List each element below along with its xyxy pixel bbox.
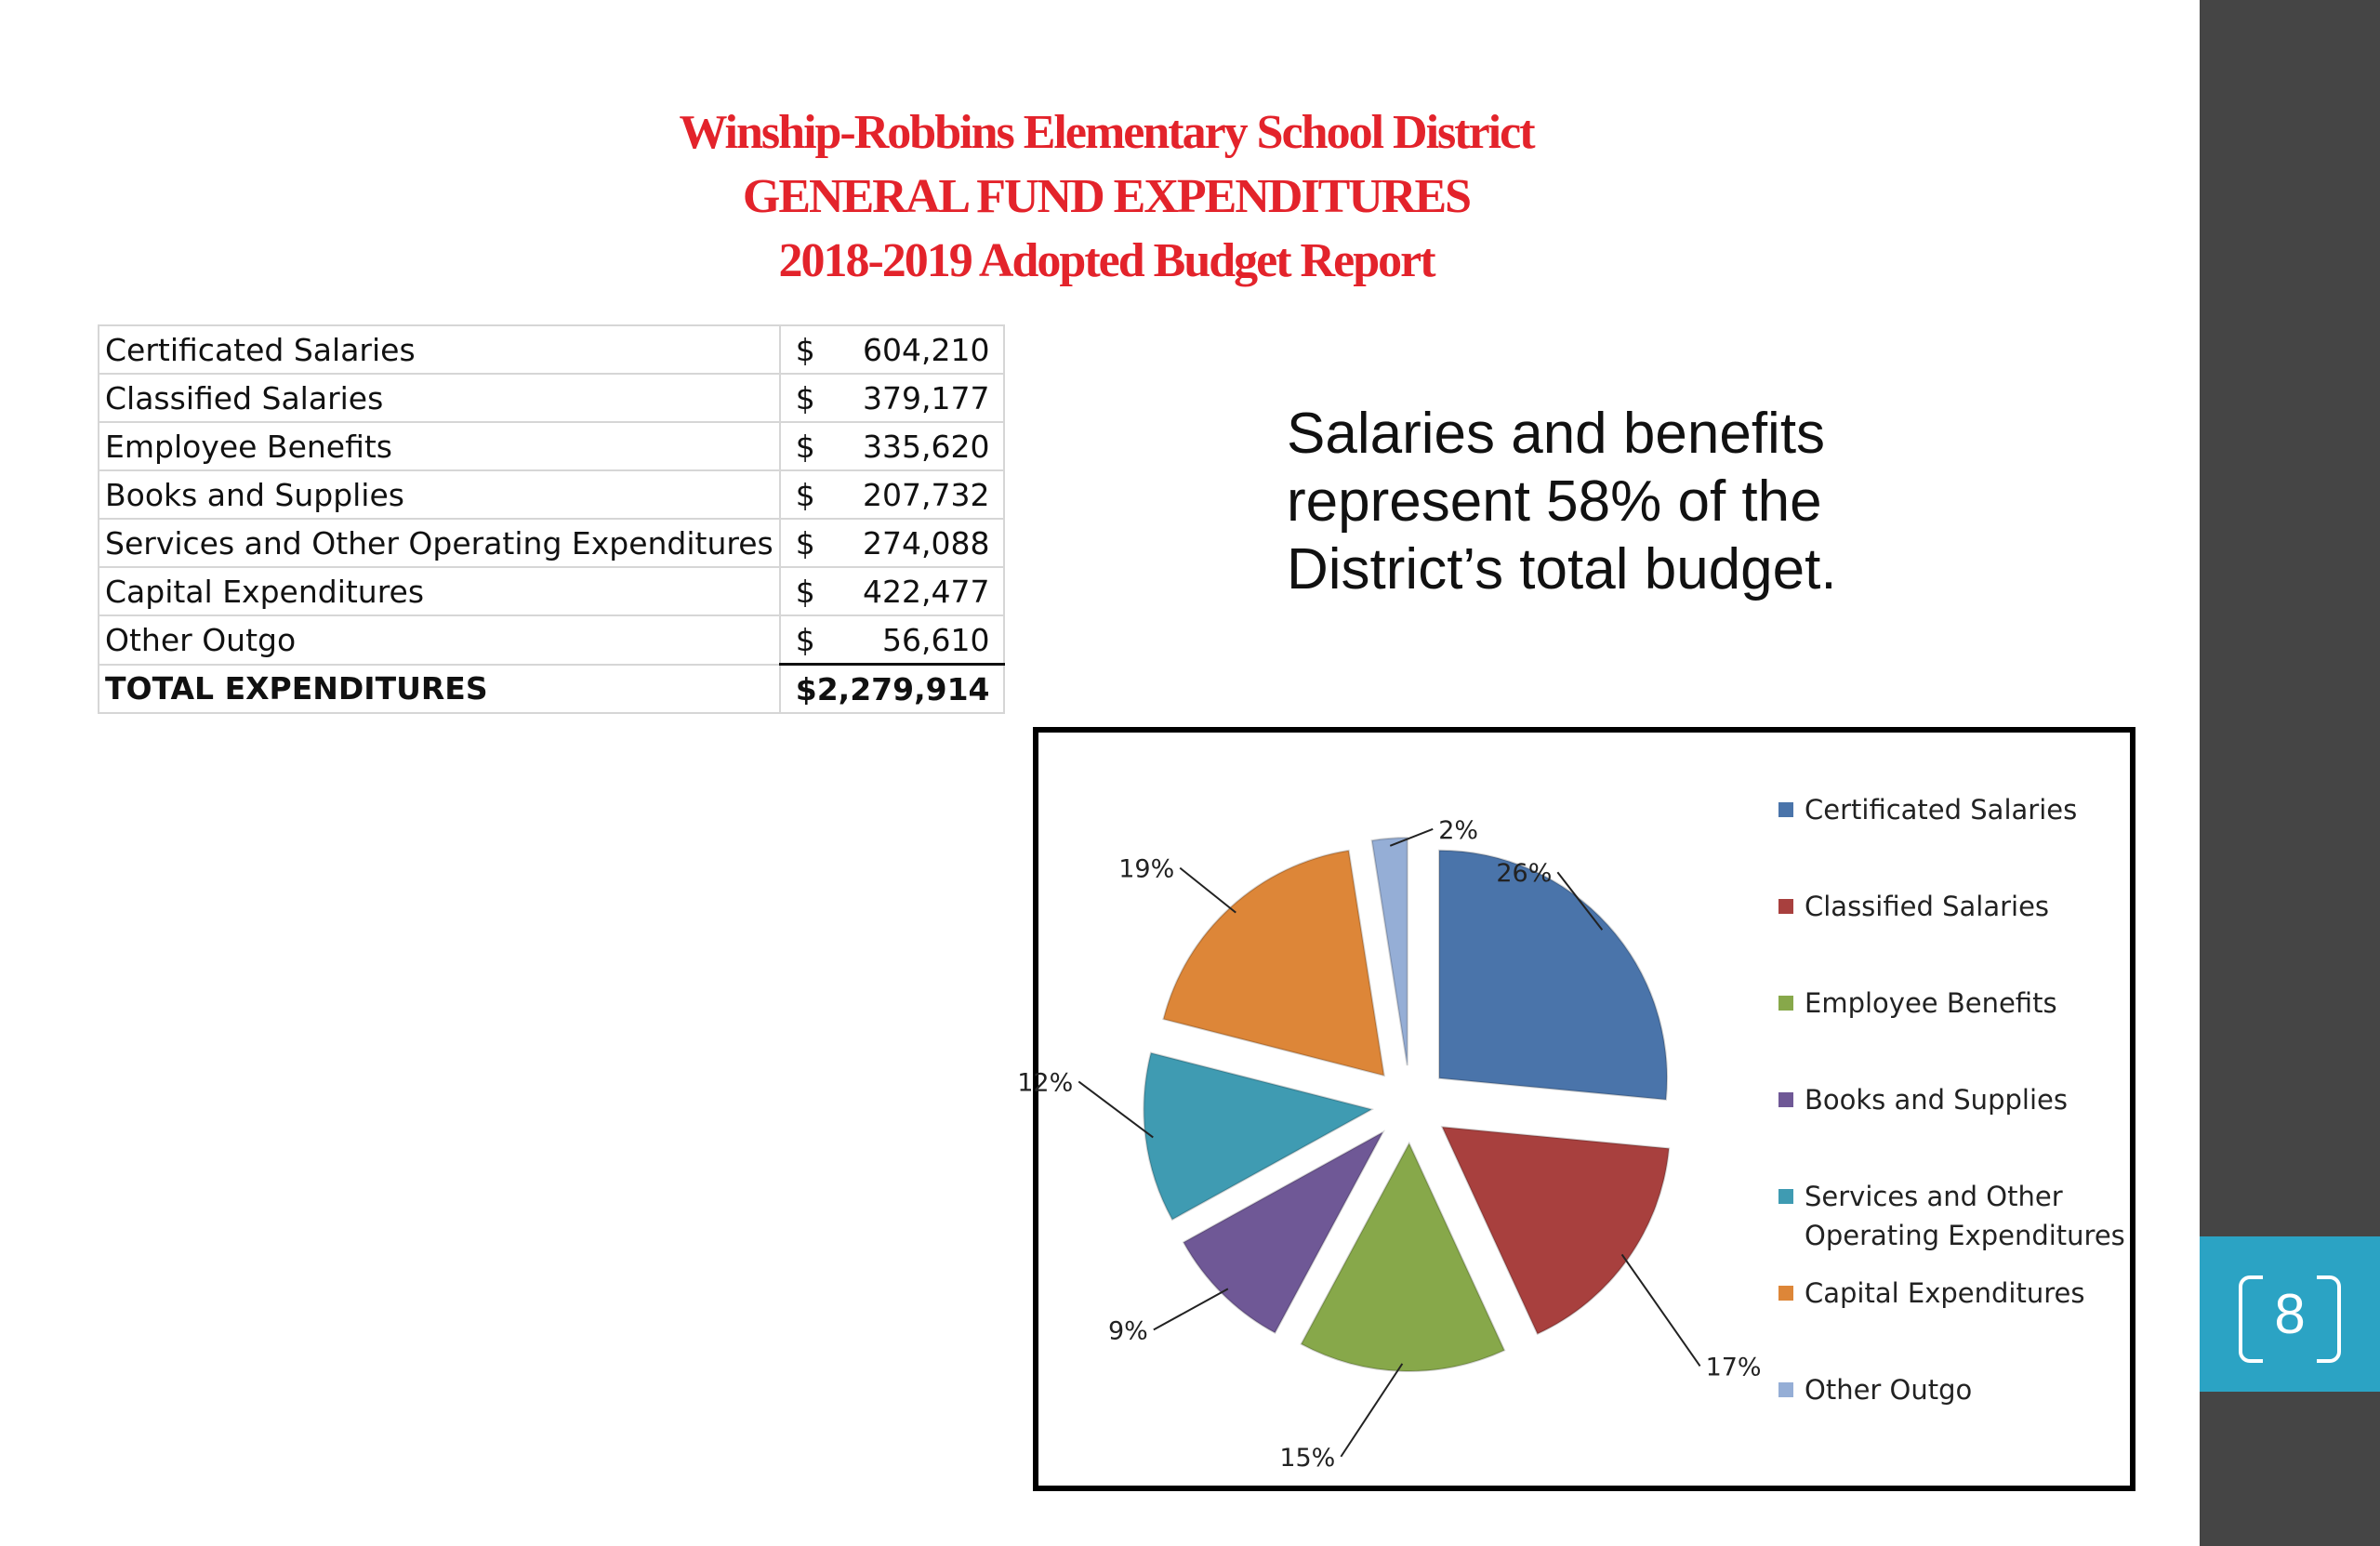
legend-swatch — [1778, 1092, 1793, 1107]
row-label: Certificated Salaries — [99, 325, 780, 374]
title-fund: GENERAL FUND EXPENDITURES — [742, 170, 1471, 223]
row-amount-cell — [780, 374, 1004, 422]
data-label: 26% — [1496, 859, 1553, 889]
currency-symbol: $ — [795, 476, 815, 513]
table-row — [99, 615, 1004, 665]
legend-item — [1778, 1177, 2132, 1255]
legend-swatch — [1778, 1286, 1793, 1301]
currency-symbol: $ — [795, 524, 815, 562]
report-title — [0, 100, 2213, 293]
legend-item — [1778, 887, 2132, 926]
total-label: TOTAL EXPENDITURES — [99, 665, 780, 714]
row-amount: 379,177 — [863, 379, 990, 416]
leader-line — [1622, 1254, 1700, 1366]
title-report: 2018-2019 Adopted Budget Report — [778, 234, 1435, 287]
currency-symbol: $ — [795, 428, 815, 465]
table-row — [99, 422, 1004, 470]
total-amount-cell — [780, 665, 1004, 714]
table-row — [99, 470, 1004, 519]
total-row — [99, 665, 1004, 714]
legend-swatch — [1778, 899, 1793, 914]
legend-item — [1778, 984, 2132, 1023]
row-label: Employee Benefits — [99, 422, 780, 470]
row-amount-cell — [780, 325, 1004, 374]
legend-label: Employee Benefits — [1805, 987, 2057, 1019]
pie-slice — [1439, 851, 1667, 1100]
legend-item — [1778, 1080, 2132, 1119]
legend-swatch — [1778, 996, 1793, 1011]
row-label: Other Outgo — [99, 615, 780, 665]
currency-symbol: $ — [795, 331, 815, 368]
row-amount-cell — [780, 567, 1004, 615]
row-amount-cell — [780, 519, 1004, 567]
legend-swatch — [1778, 802, 1793, 817]
data-label: 9% — [1108, 1316, 1148, 1346]
data-label: 15% — [1279, 1443, 1336, 1473]
leader-line — [1078, 1081, 1153, 1137]
row-amount: 335,620 — [863, 428, 990, 465]
page-number-badge — [2200, 1236, 2380, 1392]
legend-swatch — [1778, 1189, 1793, 1204]
legend-label: Services and Other Operating Expenditures — [1805, 1181, 2125, 1251]
table-row — [99, 374, 1004, 422]
legend-label: Capital Expenditures — [1805, 1277, 2085, 1309]
legend-label: Certificated Salaries — [1805, 794, 2078, 826]
row-amount: 422,477 — [863, 573, 990, 610]
currency-symbol: $ — [795, 573, 815, 610]
legend-swatch — [1778, 1382, 1793, 1397]
expenditures-table — [98, 324, 1005, 714]
table-row — [99, 519, 1004, 567]
row-amount: 604,210 — [863, 331, 990, 368]
currency-symbol: $ — [795, 379, 815, 416]
right-bracket-icon — [2317, 1275, 2341, 1363]
legend-item — [1778, 790, 2132, 829]
table-row — [99, 325, 1004, 374]
legend-item — [1778, 1274, 2132, 1313]
table-row — [99, 567, 1004, 615]
leader-line — [1154, 1288, 1228, 1329]
row-label: Books and Supplies — [99, 470, 780, 519]
leader-line — [1180, 868, 1236, 913]
row-amount-cell — [780, 615, 1004, 665]
row-label: Capital Expenditures — [99, 567, 780, 615]
leader-line — [1341, 1364, 1402, 1457]
data-label: 12% — [1017, 1068, 1074, 1098]
row-amount: 207,732 — [863, 476, 990, 513]
currency-symbol: $ — [795, 621, 815, 658]
data-label: 19% — [1118, 854, 1175, 884]
row-amount-cell — [780, 470, 1004, 519]
total-amount: $2,279,914 — [795, 670, 990, 707]
data-label: 17% — [1705, 1353, 1762, 1382]
row-label: Classified Salaries — [99, 374, 780, 422]
legend-label: Other Outgo — [1805, 1374, 1973, 1406]
row-amount-cell — [780, 422, 1004, 470]
pie-chart-frame — [1017, 727, 2135, 1491]
pie-slice — [1163, 851, 1383, 1076]
salaries-callout: Salaries and benefits represent 58% of the District’s total budget. — [1287, 402, 1837, 601]
legend-item — [1778, 1370, 2132, 1409]
row-label: Services and Other Operating Expenditures — [99, 519, 780, 567]
legend-label: Books and Supplies — [1805, 1084, 2068, 1116]
row-amount: 56,610 — [882, 621, 990, 658]
data-label: 2% — [1438, 815, 1479, 845]
page-number: 8 — [2274, 1283, 2306, 1345]
left-bracket-icon — [2239, 1275, 2263, 1363]
row-amount: 274,088 — [863, 524, 990, 562]
legend-label: Classified Salaries — [1805, 891, 2050, 922]
title-district: Winship-Robbins Elementary School District — [679, 106, 1534, 159]
